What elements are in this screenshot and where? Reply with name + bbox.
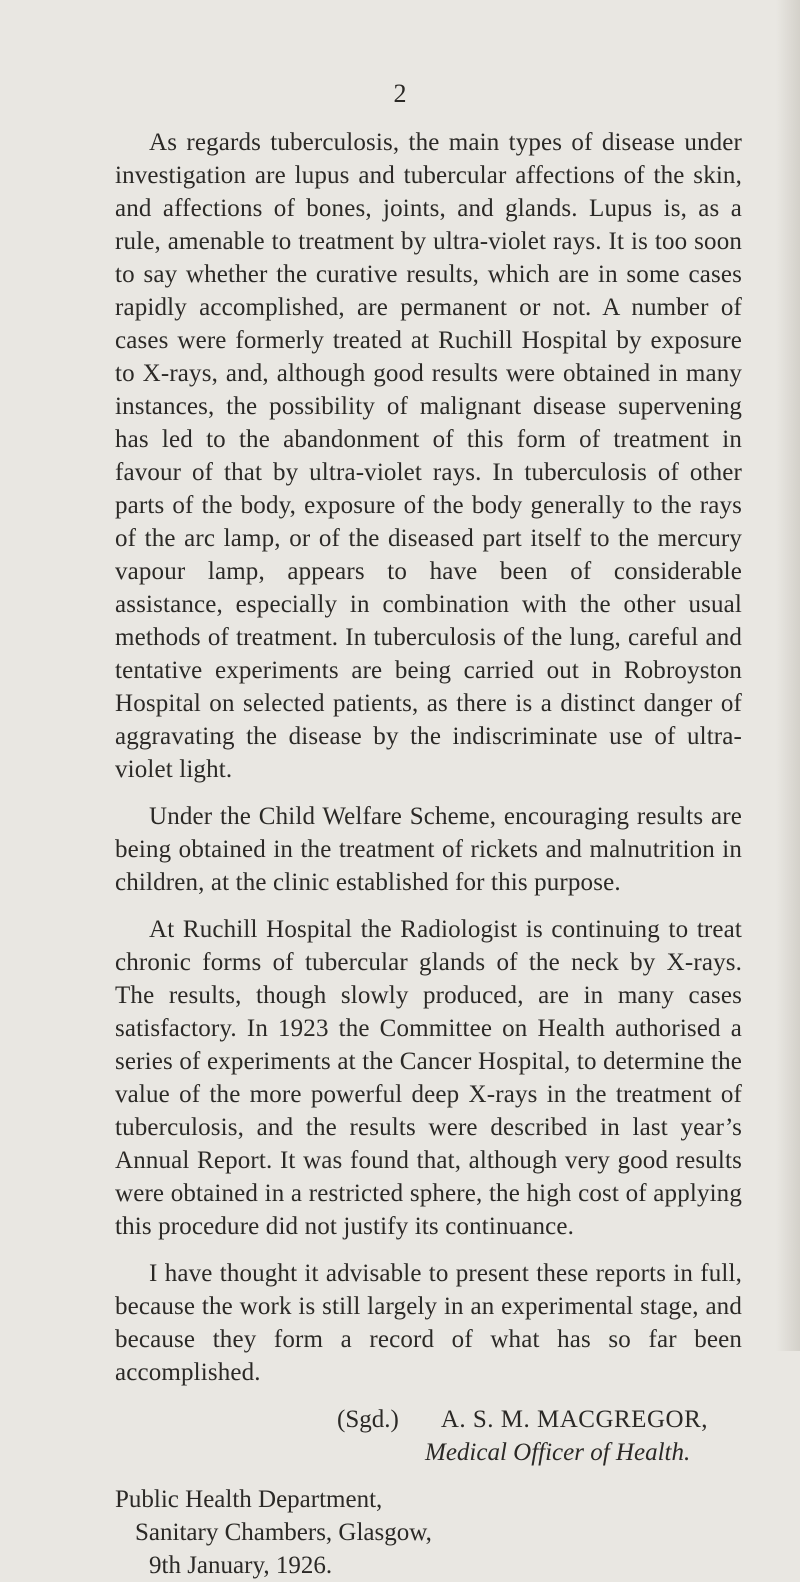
paragraph-ruchill-hospital: At Ruchill Hospital the Radiologist is continuing to treat chronic forms of tubercular glands of the neck by X-rays. The results, though slowly produced, are in many cases satisfactory. In 1923 the Committee on Health authorised a series of experiments at the Cancer Hospital, to determine the value of the more powerful deep X-rays in the treatment of tuberculosis, and the results were described in last year’s Annual Report. It was found that, although very good results were obtained in a restricted sphere, the high cost of applying this procedure did not justify its continuance. (115, 916, 742, 1240)
document-body (115, 126, 742, 1582)
signature-title: Medical Officer of Health. (425, 1439, 691, 1466)
signature-line (115, 1403, 742, 1436)
paragraph-tuberculosis: As regards tuberculosis, the main types of disease under investigation are lupus and tubercular affections of the skin, and affections of bones, joints, and glands. Lupus is, as a rule, amenable to treatment by ultra-violet rays. It is too soon to say whether the curative results, which are in some cases rapidly accomplished, are permanent or not. A number of cases were formerly treated at Ruchill Hospital by exposure to X-rays, and, although good results were obtained in many instances, the possibility of malignant disease supervening has led to the abandonment of this form of treatment in favour of that by ultra-violet rays. In tuberculosis of other parts of the body, exposure of the body generally to the rays of the arc lamp, or of the diseased part itself to the mercury vapour lamp, appears to have been of considerable assistance, especially in combination with the other usual methods of treatment. In tuberculosis of the lung, careful and tentative experiments are being carried out in Robroyston Hospital on selected patients, as there is a distinct danger of aggravating the disease by the indiscriminate use of ultra-violet light. (115, 129, 742, 783)
signature-prefix: (Sgd.) (337, 1406, 399, 1433)
paragraph-conclusion: I have thought it advisable to present these reports in full, because the work is still largely in an experimental stage, and because they form a record of what has so far been accomplished. (115, 1260, 742, 1386)
paragraph-child-welfare: Under the Child Welfare Scheme, encouraging results are being obtained in the treatment of rickets and malnutrition in children, at the clinic established for this purpose. (115, 803, 742, 896)
page-edge-shadow (776, 0, 800, 1351)
address-department: Public Health Department, (115, 1486, 383, 1513)
address-block (115, 1483, 742, 1582)
address-date: 9th January, 1926. (149, 1552, 333, 1579)
signature-block (115, 1403, 742, 1469)
signature-name: A. S. M. MACGREGOR, (440, 1406, 708, 1433)
address-location: Sanitary Chambers, Glasgow, (135, 1519, 432, 1546)
page-number: 2 (393, 79, 407, 108)
